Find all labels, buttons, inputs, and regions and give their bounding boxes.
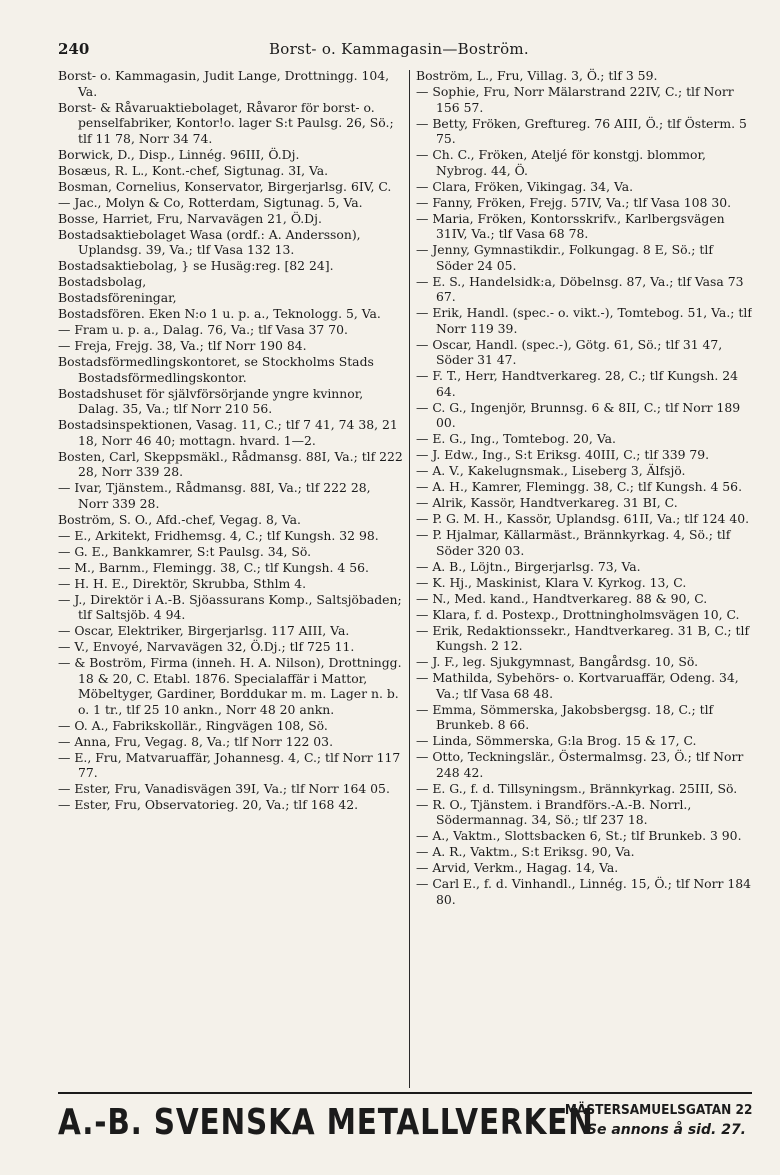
directory-entry: Bostadsföreningar, xyxy=(58,290,177,305)
directory-entry: — Freja, Frejg. 38, Va.; tlf Norr 190 84. xyxy=(58,338,307,353)
directory-entry: — Emma, Sömmerska, Jakobsbergsg. 18, C.; tlf Brunkeb. 8 66. xyxy=(416,701,714,732)
ad-page-reference: Se annons å sid. 27. xyxy=(586,1122,746,1138)
directory-entry: — Jenny, Gymnastikdir., Folkungag. 8 E, Sö.; tlf Söder 24 05. xyxy=(416,242,713,273)
column-divider xyxy=(409,70,410,1088)
directory-entry: — E., Arkitekt, Fridhemsg. 4, C.; tlf Kungsh. 32 98. xyxy=(58,527,379,543)
directory-entry: — Fram u. p. a., Dalag. 76, Va.; tlf Vasa 37 70. xyxy=(58,322,348,337)
directory-entry: — F. T., Herr, Handtverkareg. 28, C.; tlf Kungsh. 24 64. xyxy=(416,368,738,399)
page-number: 240 xyxy=(58,40,90,58)
directory-entry: Bostadshuset för självförsörjande yngre kvinnor, Dalag. 35, Va.; tlf Norr 210 56. xyxy=(58,385,364,416)
directory-entry: — N., Med. kand., Handtverkareg. 88 & 90, C. xyxy=(416,590,708,606)
directory-entry: — Oscar, Handl. (spec.-), Götg. 61, Sö.; tlf 31 47, Söder 31 47. xyxy=(416,336,723,367)
directory-entry: Borst- o. Kammagasin, Judit Lange, Drottningg. 104, Va. xyxy=(58,68,390,99)
directory-entry: — E. S., Handelsidk:a, Döbelnsg. 87, Va.; tlf Vasa 73 67. xyxy=(416,273,744,304)
directory-entry: — Ivar, Tjänstem., Rådmansg. 88I, Va.; tlf 222 28, Norr 339 28. xyxy=(58,480,371,511)
directory-entry: — Linda, Sömmerska, G:la Brog. 15 & 17, C. xyxy=(416,733,697,748)
directory-entry: — A. H., Kamrer, Flemingg. 38, C.; tlf Kungsh. 4 56. xyxy=(416,479,743,494)
advertisement-banner xyxy=(58,1100,752,1158)
directory-entry: — Jac., Molyn & Co, Rotterdam, Sigtunag. 5, Va. xyxy=(58,194,363,210)
directory-entry: — J., Direktör i A.-B. Sjöassurans Komp., Saltsjöbaden; tlf Saltsjöb. 4 94. xyxy=(58,591,402,622)
directory-entry: Borwick, D., Disp., Linnég. 96III, Ö.Dj. xyxy=(58,146,300,162)
directory-entry: — Ester, Fru, Observatorieg. 20, Va.; tlf 168 42. xyxy=(58,797,359,812)
directory-entry: — J. F., leg. Sjukgymnast, Bangårdsg. 10, Sö. xyxy=(416,654,699,669)
directory-entry: Bostadsfören. Eken N:o 1 u. p. a., Teknologg. 5, Va. xyxy=(58,306,381,321)
directory-entry: — Betty, Fröken, Greftureg. 76 AIII, Ö.; tlf Österm. 5 75. xyxy=(416,115,747,146)
directory-entry: Bostadsinspektionen, Vasag. 11, C.; tlf 7 41, 74 38, 21 18, Norr 46 40; mottagn. hvard. 1—2. xyxy=(58,417,398,448)
directory-entry: — Ester, Fru, Vanadisvägen 39I, Va.; tlf Norr 164 05. xyxy=(58,781,390,796)
directory-entry: — Klara, f. d. Postexp., Drottningholmsvägen 10, C. xyxy=(416,606,740,622)
directory-entry: — Carl E., f. d. Vinhandl., Linnég. 15, Ö.; tlf Norr 184 80. xyxy=(416,876,752,907)
ad-company-name: A.-B. SVENSKA METALLVERKEN xyxy=(58,1102,594,1143)
right-column xyxy=(416,68,752,1090)
directory-entry: — Erik, Redaktionssekr., Handtverkareg. 31 B, C.; tlf Kungsh. 2 12. xyxy=(416,622,750,653)
left-column xyxy=(58,68,404,1090)
directory-entry: Bosman, Cornelius, Konservator, Birgerjarlsg. 6IV, C. xyxy=(58,178,392,194)
directory-entry: — J. Edw., Ing., S:t Eriksg. 40III, C.; tlf 339 79. xyxy=(416,447,710,462)
directory-entry: Bosæus, R. L., Kont.-chef, Sigtunag. 3I, Va. xyxy=(58,162,329,178)
directory-entry: Bostadsförmedlingskontoret, se Stockholms Stads Bostadsförmedlingskontor. xyxy=(58,354,374,385)
directory-entry: Boström, S. O., Afd.-chef, Vegag. 8, Va. xyxy=(58,511,301,527)
bottom-rule xyxy=(58,1092,752,1094)
directory-entry: Bosse, Harriet, Fru, Narvavägen 21, Ö.Dj. xyxy=(58,210,322,226)
ad-address: MÄSTERSAMUELSGATAN 22 xyxy=(564,1102,752,1118)
directory-entry: — E. G., Ing., Tomtebog. 20, Va. xyxy=(416,431,616,446)
directory-entry: — Erik, Handl. (spec.- o. vikt.-), Tomtebog. 51, Va.; tlf Norr 119 39. xyxy=(416,305,752,336)
directory-entry: Boström, L., Fru, Villag. 3, Ö.; tlf 3 59. xyxy=(416,68,658,83)
directory-entry: — Clara, Fröken, Vikingag. 34, Va. xyxy=(416,178,634,194)
directory-entry: — H. H. E., Direktör, Skrubba, Sthlm 4. xyxy=(58,575,307,591)
directory-entry: — & Boström, Firma (inneh. H. A. Nilson), Drottningg. 18 & 20, C. Etabl. 1876. Specialaffär i Mattor, Möbeltyger, Gardiner, Borddukar m. m. Lager n. b. o. 1 tr., tlf 25 10 ankn., Norr 48 20 ankn. xyxy=(58,655,402,717)
directory-entry: — K. Hj., Maskinist, Klara V. Kyrkog. 13, C. xyxy=(416,574,687,590)
directory-entry: — Oscar, Elektriker, Birgerjarlsg. 117 AIII, Va. xyxy=(58,623,350,638)
directory-entry: — M., Barnm., Flemingg. 38, C.; tlf Kungsh. 4 56. xyxy=(58,559,369,575)
directory-entry: — G. E., Bankkamrer, S:t Paulsg. 34, Sö. xyxy=(58,543,312,559)
directory-entry: — Ch. C., Fröken, Ateljé för konstgj. blommor, Nybrog. 44, Ö. xyxy=(416,147,706,178)
directory-entry: — R. O., Tjänstem. i Brandförs.-A.-B. Norrl., Södermannag. 34, Sö.; tlf 237 18. xyxy=(416,796,692,827)
directory-entry: — O. A., Fabrikskollär., Ringvägen 108, Sö. xyxy=(58,717,328,733)
directory-entry: — E., Fru, Matvaruaffär, Johannesg. 4, C.; tlf Norr 117 77. xyxy=(58,749,401,780)
directory-entry: Bostadsaktiebolag, } se Husäg:reg. [82 24]. xyxy=(58,258,334,273)
directory-entry: — Arvid, Verkm., Hagag. 14, Va. xyxy=(416,860,619,875)
directory-entry: — Alrik, Kassör, Handtverkareg. 31 BI, C. xyxy=(416,495,678,510)
directory-entry: — A. V., Kakelugnsmak., Liseberg 3, Älfsjö. xyxy=(416,463,686,478)
directory-entry: Bostadsbolag, xyxy=(58,274,147,289)
directory-entry: — E. G., f. d. Tillsyningsm., Brännkyrkag. 25III, Sö. xyxy=(416,780,738,796)
directory-entry: — Mathilda, Sybehörs- o. Kortvaruaffär, Odeng. 34, Va.; tlf Vasa 68 48. xyxy=(416,670,739,701)
directory-entry: — Maria, Fröken, Kontorsskrifv., Karlbergsvägen 31IV, Va.; tlf Vasa 68 78. xyxy=(416,210,725,241)
directory-entry: — V., Envoyé, Narvavägen 32, Ö.Dj.; tlf 725 11. xyxy=(58,639,355,654)
directory-entry: — P. Hjalmar, Källarmäst., Brännkyrkag. 4, Sö.; tlf Söder 320 03. xyxy=(416,527,731,558)
directory-entry: — A. B., Löjtn., Birgerjarlsg. 73, Va. xyxy=(416,558,641,574)
directory-entry: — A., Vaktm., Slottsbacken 6, St.; tlf Brunkeb. 3 90. xyxy=(416,828,742,843)
directory-entry: Bostadsaktiebolaget Wasa (ordf.: A. Andersson), Uplandsg. 39, Va.; tlf Vasa 132 13. xyxy=(58,226,361,257)
page-header xyxy=(58,40,740,62)
directory-entry: — A. R., Vaktm., S:t Eriksg. 90, Va. xyxy=(416,844,635,859)
directory-entry: — Anna, Fru, Vegag. 8, Va.; tlf Norr 122 03. xyxy=(58,733,334,749)
running-head: Borst- o. Kammagasin—Boström. xyxy=(268,40,529,58)
directory-entry: — P. G. M. H., Kassör, Uplandsg. 61II, Va.; tlf 124 40. xyxy=(416,511,750,526)
directory-entry: Bosten, Carl, Skeppsmäkl., Rådmansg. 88I, Va.; tlf 222 28, Norr 339 28. xyxy=(58,448,403,479)
directory-entry: — Otto, Teckningslär., Östermalmsg. 23, Ö.; tlf Norr 248 42. xyxy=(416,749,744,780)
directory-entry: — Sophie, Fru, Norr Mälarstrand 22IV, C.; tlf Norr 156 57. xyxy=(416,84,734,115)
directory-entry: Borst- & Råvaruaktiebolaget, Råvaror för borst- o. penselfabriker, Kontor!o. lager S:t Paulsg. 26, Sö.; tlf 11 78, Norr 34 74. xyxy=(58,99,394,146)
directory-entry: — C. G., Ingenjör, Brunnsg. 6 & 8II, C.; tlf Norr 189 00. xyxy=(416,399,741,430)
directory-entry: — Fanny, Fröken, Frejg. 57IV, Va.; tlf Vasa 108 30. xyxy=(416,194,732,210)
